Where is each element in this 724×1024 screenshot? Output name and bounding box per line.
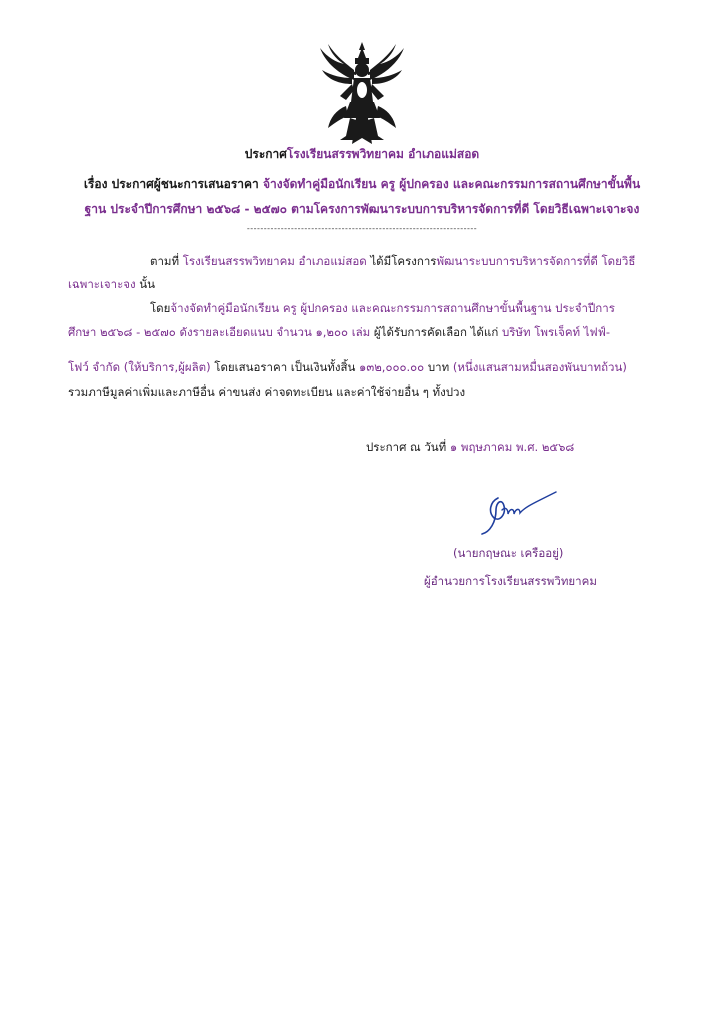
text-span: บาท <box>424 360 453 374</box>
text-span: โดย <box>150 301 171 315</box>
page-title <box>0 145 724 164</box>
winner-name: บริษัท โพรเจ็คท์ ไฟฟ์- <box>501 325 610 339</box>
procurement-item: จ้างจัดทำคู่มือนักเรียน ครู ผู้ปกครอง และคณะกรรมการสถานศึกษาขั้นพื้นฐาน ประจำปีการ <box>170 301 615 315</box>
method-name: เฉพาะเจาะจง <box>68 277 136 291</box>
procurement-detail: ศึกษา ๒๕๖๘ - ๒๕๗๐ ดังรายละเอียดแนบ จำนวน ๑,๒๐๐ เล่ม <box>68 325 371 339</box>
text-span: ตามที่ <box>150 254 183 268</box>
date-value: ๑ พฤษภาคม พ.ศ. ๒๕๖๘ <box>449 440 575 454</box>
signatory-name: (นายกฤษณะ เครืออยู่) <box>453 546 564 560</box>
subject-line-2: ฐาน ประจำปีการศึกษา ๒๕๖๘ - ๒๕๗๐ ตามโครงการพัฒนาระบบการบริหารจัดการที่ดี โดยวิธีเฉพาะเจาะจง <box>84 202 640 216</box>
subject-text-1: จ้างจัดทำคู่มือนักเรียน ครู ผู้ปกครอง และคณะกรรมการสถานศึกษาขั้นพื้น <box>262 177 641 191</box>
paragraph-2-line-3 <box>68 359 627 377</box>
paragraph-1-line-1 <box>150 253 635 271</box>
subject-label: เรื่อง ประกาศผู้ชนะการเสนอราคา <box>83 177 263 191</box>
subject-line-1 <box>0 175 724 194</box>
text-span: ผู้ได้รับการคัดเลือก ได้แก่ <box>370 325 502 339</box>
garuda-emblem-icon <box>316 40 408 148</box>
school-name-ref: โรงเรียนสรรพวิทยาคม อำเภอแม่สอด <box>182 254 367 268</box>
project-name: พัฒนาระบบการบริหารจัดการที่ดี โดยวิธี <box>436 254 636 268</box>
text-span: นั้น <box>135 277 156 291</box>
date-prefix: ประกาศ ณ วันที่ <box>366 440 450 454</box>
school-name: โรงเรียนสรรพวิทยาคม อำเภอแม่สอด <box>286 147 480 161</box>
announcement-date <box>366 439 574 457</box>
title-prefix: ประกาศ <box>244 147 287 161</box>
amount-words: (หนึ่งแสนสามหมื่นสองพันบาทถ้วน) <box>452 360 627 374</box>
signatory-position: ผู้อำนวยการโรงเรียนสรรพวิทยาคม <box>424 574 597 588</box>
text-span: ได้มีโครงการ <box>366 254 437 268</box>
paragraph-1-line-2 <box>68 276 155 294</box>
signature-icon <box>468 488 563 538</box>
text-span: โดยเสนอราคา เป็นเงินทั้งสิ้น <box>210 360 360 374</box>
paragraph-2-line-2 <box>68 324 610 342</box>
amount-number: ๑๓๒,๐๐๐.๐๐ <box>359 360 425 374</box>
paragraph-2-line-4: รวมภาษีมูลค่าเพิ่มและภาษีอื่น ค่าขนส่ง ค่าจดทะเบียน และค่าใช้จ่ายอื่น ๆ ทั้งปวง <box>68 385 466 399</box>
divider-line: -------------------------------------------------------------------- <box>246 224 478 233</box>
winner-name-cont: โฟว์ จำกัด (ให้บริการ,ผู้ผลิต) <box>68 360 211 374</box>
paragraph-2-line-1 <box>150 300 615 318</box>
